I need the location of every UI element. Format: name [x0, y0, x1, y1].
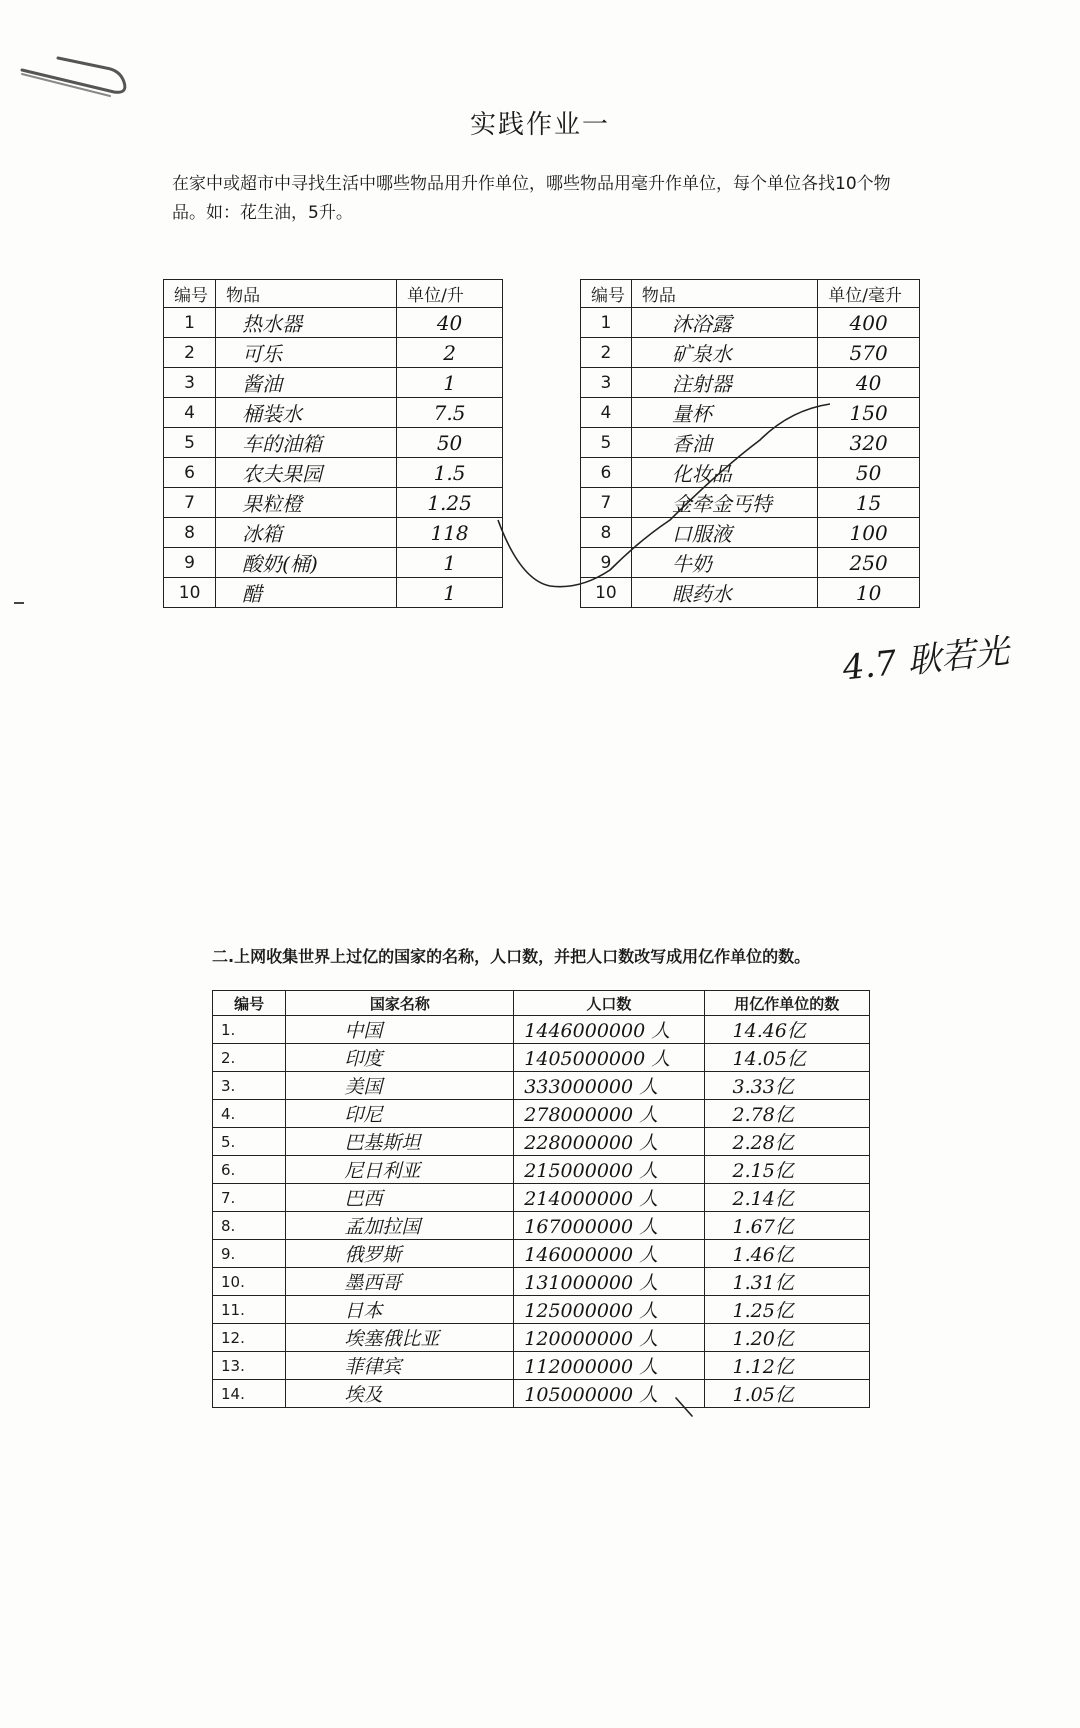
item-volume: 118: [397, 518, 503, 548]
row-number: 6.: [213, 1156, 286, 1184]
population-value: 228000000 人: [514, 1128, 704, 1156]
table-row: [164, 488, 503, 518]
population-value: 1446000000 人: [514, 1016, 704, 1044]
liters-table-body: [164, 308, 503, 608]
population-in-yi: 1.31亿: [704, 1268, 869, 1296]
row-number: 8.: [213, 1212, 286, 1240]
population-in-yi: 2.14亿: [704, 1184, 869, 1212]
item-volume: 150: [818, 398, 920, 428]
page-title: 实践作业一: [469, 110, 610, 140]
instructions: 在家中或超市中寻找生活中哪些物品用升作单位，哪些物品用毫升作单位，每个单位各找10个物品。如：花生油，5升。: [172, 174, 891, 223]
signature: 4.7 耿若光: [840, 631, 1011, 689]
country-name: 美国: [286, 1072, 514, 1100]
table-row: [213, 1324, 870, 1352]
row-number: 3: [581, 368, 632, 398]
row-number: 9: [581, 548, 632, 578]
table-row: [213, 1296, 870, 1324]
population-in-yi: 2.15亿: [704, 1156, 869, 1184]
country-name: 墨西哥: [286, 1268, 514, 1296]
row-number: 2.: [213, 1044, 286, 1072]
item-volume: 50: [818, 458, 920, 488]
table-row: [164, 398, 503, 428]
population-value: 1405000000 人: [514, 1044, 704, 1072]
population-in-yi: 14.05亿: [704, 1044, 869, 1072]
item-volume: 1: [397, 578, 503, 608]
row-number: 13.: [213, 1352, 286, 1380]
row-number: 3.: [213, 1072, 286, 1100]
header-population: 人口数: [514, 991, 704, 1016]
handwritten-curve: [490, 380, 850, 600]
row-number: 7: [581, 488, 632, 518]
population-in-yi: 2.28亿: [704, 1128, 869, 1156]
row-number: 9: [164, 548, 216, 578]
table-row: [164, 458, 503, 488]
row-number: 11.: [213, 1296, 286, 1324]
table-row: [213, 1044, 870, 1072]
item-volume: 570: [818, 338, 920, 368]
table-row: [213, 1156, 870, 1184]
table-row: [164, 518, 503, 548]
item-volume: 1.5: [397, 458, 503, 488]
population-table-body: [213, 1016, 870, 1408]
row-number: 4: [164, 398, 216, 428]
table-row: [581, 308, 920, 338]
item-name: 醋: [216, 578, 397, 608]
table-row: [213, 1268, 870, 1296]
item-name: 量杯: [631, 398, 817, 428]
header-no: 编号: [581, 280, 632, 308]
country-name: 印度: [286, 1044, 514, 1072]
table-row: [213, 1380, 870, 1408]
header-item: 物品: [631, 280, 817, 308]
item-name: 桶装水: [216, 398, 397, 428]
row-number: 12.: [213, 1324, 286, 1352]
table-row: [213, 1352, 870, 1380]
population-value: 112000000 人: [514, 1352, 704, 1380]
row-number: 5.: [213, 1128, 286, 1156]
row-number: 3: [164, 368, 216, 398]
table-row: [213, 1100, 870, 1128]
row-number: 5: [581, 428, 632, 458]
header-unit-liter: 单位/升: [397, 280, 503, 308]
item-name: 矿泉水: [631, 338, 817, 368]
item-name: 酱油: [216, 368, 397, 398]
item-volume: 1: [397, 548, 503, 578]
population-in-yi: 1.12亿: [704, 1352, 869, 1380]
item-name: 牛奶: [631, 548, 817, 578]
row-number: 10: [581, 578, 632, 608]
item-volume: 1.25: [397, 488, 503, 518]
population-in-yi: 1.67亿: [704, 1212, 869, 1240]
item-volume: 7.5: [397, 398, 503, 428]
row-number: 7.: [213, 1184, 286, 1212]
country-name: 印尼: [286, 1100, 514, 1128]
section2-title: 二.上网收集世界上过亿的国家的名称，人口数，并把人口数改写成用亿作单位的数。: [212, 947, 811, 966]
population-value: 333000000 人: [514, 1072, 704, 1100]
table-row: [581, 338, 920, 368]
row-number: 2: [581, 338, 632, 368]
table-row: [164, 308, 503, 338]
table-row: [213, 1240, 870, 1268]
header-no: 编号: [164, 280, 216, 308]
item-volume: 15: [818, 488, 920, 518]
item-name: 热水器: [216, 308, 397, 338]
row-number: 4.: [213, 1100, 286, 1128]
table-row: [164, 578, 503, 608]
header-no: 编号: [213, 991, 286, 1016]
item-name: 农夫果园: [216, 458, 397, 488]
item-name: 口服液: [631, 518, 817, 548]
table-row: [213, 1212, 870, 1240]
row-number: 6: [581, 458, 632, 488]
country-name: 尼日利亚: [286, 1156, 514, 1184]
item-name: 沐浴露: [631, 308, 817, 338]
table-row: [213, 1072, 870, 1100]
population-value: 125000000 人: [514, 1296, 704, 1324]
table-row: [213, 1184, 870, 1212]
country-name: 孟加拉国: [286, 1212, 514, 1240]
header-yi-unit: 用亿作单位的数: [704, 991, 869, 1016]
population-value: 215000000 人: [514, 1156, 704, 1184]
table-row: [213, 1016, 870, 1044]
item-volume: 100: [818, 518, 920, 548]
header-unit-ml: 单位/毫升: [818, 280, 920, 308]
country-name: 菲律宾: [286, 1352, 514, 1380]
row-number: 5: [164, 428, 216, 458]
row-number: 7: [164, 488, 216, 518]
row-number: 1: [164, 308, 216, 338]
paper-clip-mark: [18, 48, 128, 98]
row-number: 10.: [213, 1268, 286, 1296]
country-name: 巴西: [286, 1184, 514, 1212]
population-in-yi: 2.78亿: [704, 1100, 869, 1128]
item-name: 眼药水: [631, 578, 817, 608]
table-row: [164, 548, 503, 578]
item-name: 车的油箱: [216, 428, 397, 458]
item-volume: 40: [397, 308, 503, 338]
table-row: [164, 368, 503, 398]
item-volume: 1: [397, 368, 503, 398]
liters-table: [163, 279, 503, 608]
population-in-yi: 14.46亿: [704, 1016, 869, 1044]
header-item: 物品: [216, 280, 397, 308]
item-volume: 2: [397, 338, 503, 368]
table-row: [213, 1128, 870, 1156]
country-name: 巴基斯坦: [286, 1128, 514, 1156]
row-number: 8: [581, 518, 632, 548]
row-number: 1.: [213, 1016, 286, 1044]
item-name: 酸奶(桶): [216, 548, 397, 578]
population-value: 167000000 人: [514, 1212, 704, 1240]
row-number: 1: [581, 308, 632, 338]
row-number: 9.: [213, 1240, 286, 1268]
item-name: 冰箱: [216, 518, 397, 548]
population-value: 146000000 人: [514, 1240, 704, 1268]
country-name: 埃塞俄比亚: [286, 1324, 514, 1352]
population-value: 278000000 人: [514, 1100, 704, 1128]
population-in-yi: 1.05亿: [704, 1380, 869, 1408]
population-value: 131000000 人: [514, 1268, 704, 1296]
header-country: 国家名称: [286, 991, 514, 1016]
row-number: 14.: [213, 1380, 286, 1408]
row-number: 2: [164, 338, 216, 368]
row-number: 4: [581, 398, 632, 428]
item-volume: 50: [397, 428, 503, 458]
item-volume: 40: [818, 368, 920, 398]
item-name: 注射器: [631, 368, 817, 398]
check-mark: [674, 1396, 698, 1420]
country-name: 日本: [286, 1296, 514, 1324]
row-number: 6: [164, 458, 216, 488]
table-row: [164, 338, 503, 368]
item-volume: 10: [818, 578, 920, 608]
item-name: 化妆品: [631, 458, 817, 488]
population-in-yi: 3.33亿: [704, 1072, 869, 1100]
country-name: 中国: [286, 1016, 514, 1044]
country-name: 俄罗斯: [286, 1240, 514, 1268]
population-table: [212, 990, 870, 1408]
item-volume: 250: [818, 548, 920, 578]
row-number: 8: [164, 518, 216, 548]
population-value: 120000000 人: [514, 1324, 704, 1352]
item-name: 香油: [631, 428, 817, 458]
population-value: 105000000 人: [514, 1380, 704, 1408]
item-name: 金牵金丐特: [631, 488, 817, 518]
row-number: 10: [164, 578, 216, 608]
item-name: 果粒橙: [216, 488, 397, 518]
population-in-yi: 1.25亿: [704, 1296, 869, 1324]
item-name: 可乐: [216, 338, 397, 368]
population-in-yi: 1.20亿: [704, 1324, 869, 1352]
population-value: 214000000 人: [514, 1184, 704, 1212]
edge-mark: [14, 602, 24, 604]
table-row: [164, 428, 503, 458]
item-volume: 320: [818, 428, 920, 458]
country-name: 埃及: [286, 1380, 514, 1408]
item-volume: 400: [818, 308, 920, 338]
population-in-yi: 1.46亿: [704, 1240, 869, 1268]
